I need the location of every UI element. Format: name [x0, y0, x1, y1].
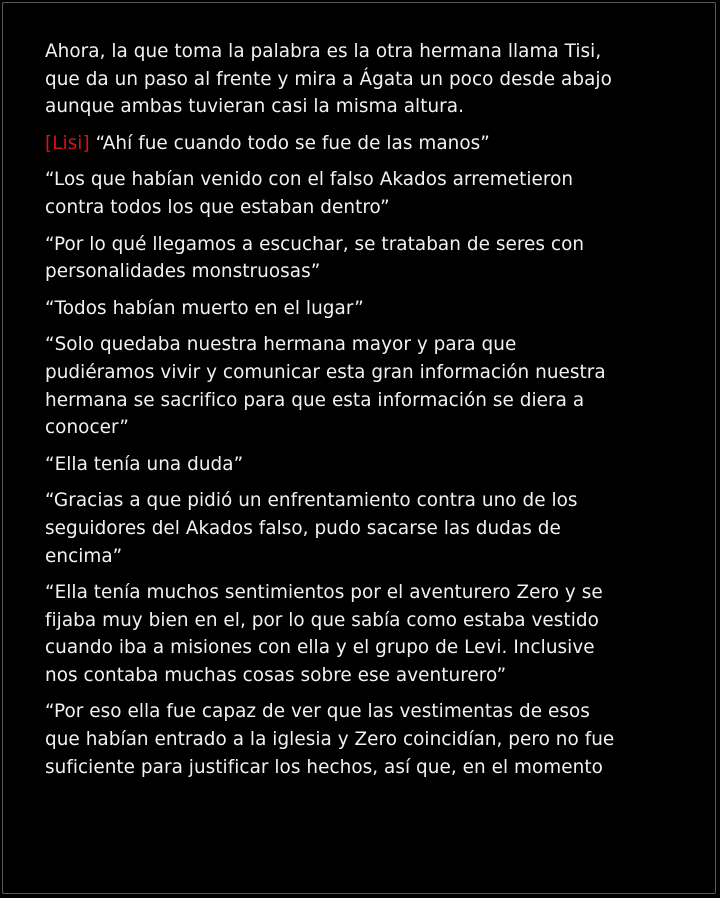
dialogue-paragraph: “Todos habían muerto en el lugar”: [45, 297, 364, 319]
narration-paragraph: Ahora, la que toma la palabra es la otra hermana llama Tisi, que da un paso al frente y mira a Ágata un poco desde abajo aunque ambas tuvieran casi la misma altura.: [45, 41, 612, 118]
dialogue-text: “Ahí fue cuando todo se fue de las manos”: [89, 132, 490, 154]
dialogue-paragraph: “Ella tenía una duda”: [45, 453, 244, 475]
dialogue-paragraph: “Gracias a que pidió un enfrentamiento contra uno de los seguidores del Akados falso, pudo sacarse las dudas de encima”: [45, 490, 578, 567]
dialogue-paragraph: [45, 130, 685, 158]
text-body: [45, 38, 685, 790]
dialogue-paragraph: “Por lo qué llegamos a escuchar, se trataban de seres con personalidades monstruosas”: [45, 233, 585, 283]
dialogue-paragraph: “Ella tenía muchos sentimientos por el aventurero Zero y se fijaba muy bien en el, por lo que sabía como estaba vestido cuando iba a misiones con ella y el grupo de Levi. Inclusive nos contaba muchas cosas sobre ese aventurero”: [45, 582, 603, 686]
dialogue-paragraph: “Los que habían venido con el falso Akados arremetieron contra todos los que estaban dentro”: [45, 169, 574, 218]
dialogue-paragraph: “Por eso ella fue capaz de ver que las vestimentas de esos que habían entrado a la iglesia y Zero coincidían, pero no fue suficiente para justificar los hechos, así que, en el momento: [45, 701, 615, 778]
dialogue-paragraph: “Solo quedaba nuestra hermana mayor y para que pudiéramos vivir y comunicar esta gran información nuestra hermana se sacrifico para que esta información se diera a conocer”: [45, 334, 606, 439]
speaker-tag: [Lisi]: [45, 132, 90, 154]
